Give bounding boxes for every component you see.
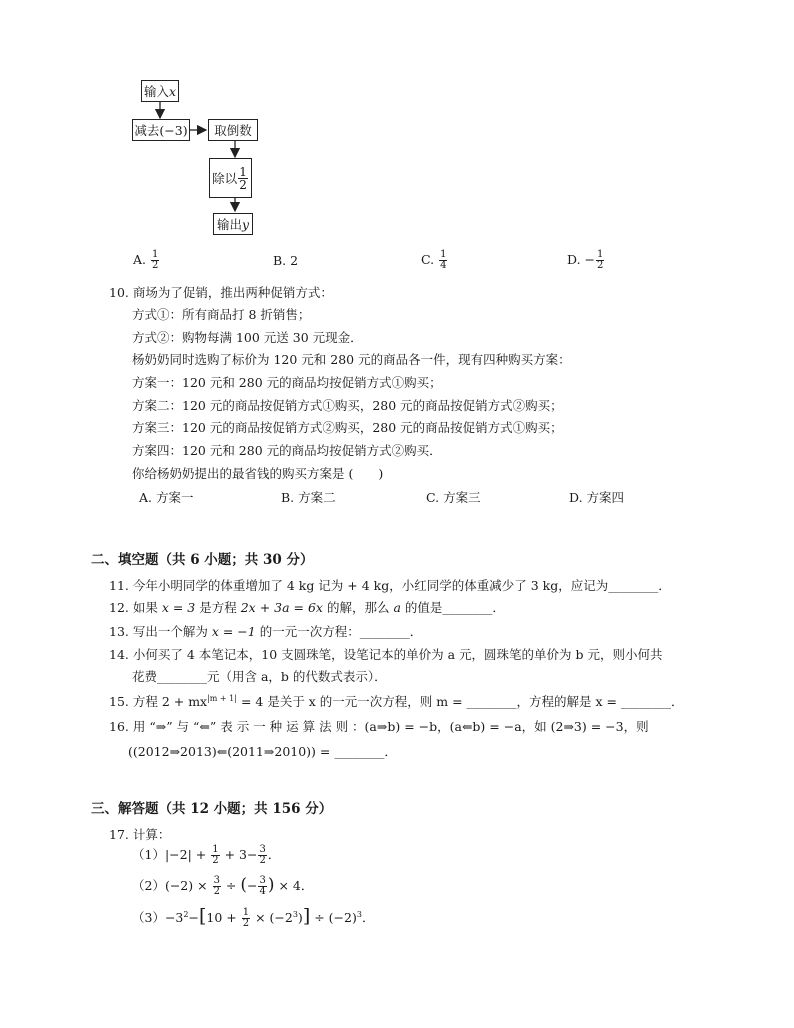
- q17-stem: 17. 计算：: [109, 827, 171, 842]
- q12: 12. 如果 x = 3 是方程 2x + 3a = 6x 的解，那么 a 的值是________．: [109, 600, 505, 615]
- q15: 15. 方程 $2 + mx^{|m + 1|} = 4$ 是关于 x 的一元一次方程，则 m = ________，方程的解是 x = ________．: [109, 693, 684, 709]
- q14-line2: 花费________元（用含 a，b 的代数式表示）．: [132, 669, 387, 684]
- flowchart-reciprocal-text: 取倒数: [214, 123, 252, 138]
- section3-title: 三、解答题（共 12 小题；共 156 分）: [91, 801, 333, 817]
- q9-option-a-fraction: $\frac{1}{2}$: [152, 249, 159, 271]
- flowchart-reciprocal-box: [208, 119, 258, 141]
- flowchart-input-text: 输入: [143, 84, 169, 99]
- q10-option-b: B. 方案二: [281, 490, 336, 505]
- q17-part3: $(3)-3^2-[10$ + $\frac{1}{2}$ × $(-2^3)] \div (-2)^3$．: [132, 905, 375, 929]
- flowchart-output-box: [213, 213, 253, 235]
- q10-intro: 杨奶奶同时选购了标价为 120 元和 280 元的商品各一件，现有四种购买方案：: [132, 352, 571, 367]
- q16-line2: ((2012⇒2013)⇐(2011⇒2010)) = ________．: [128, 744, 397, 759]
- q10-option-a: A. 方案一: [139, 490, 194, 505]
- q10-ask: 你给杨奶奶提出的最省钱的购买方案是 ( ): [132, 466, 384, 481]
- q14-line1: 14. 小何买了 4 本笔记本，10 支圆珠笔，设笔记本的单价为 a 元，圆珠笔的单价为 b 元，则小何共: [109, 647, 663, 662]
- q10-stem: 10. 商场为了促销，推出两种促销方式：: [109, 285, 333, 300]
- q9-option-c: C. $\frac{1}{4}$: [421, 249, 447, 271]
- flowchart-output-text: 输出: [216, 217, 242, 232]
- q10-option-c: C. 方案三: [426, 490, 481, 505]
- flowchart-divide-text: 除以: [212, 171, 238, 186]
- q10-way1: 方式①：所有商品打 8 折销售；: [132, 307, 311, 322]
- q17-part1: （1）|−2| + $\frac{1}{2}$ + 3− $\frac{3}{2}$ ．: [132, 844, 281, 866]
- q13: 13. 写出一个解为 x = −1 的一元一次方程：________．: [109, 624, 423, 639]
- q11: 11. 今年小明同学的体重增加了 4 kg 记为 + 4 kg，小红同学的体重减少了 3 kg，应记为________．: [109, 578, 671, 593]
- flowchart-input-var: x: [168, 83, 177, 99]
- q10-plan1: 方案一：120 元和 280 元的商品均按促销方式①购买；: [132, 375, 442, 390]
- flowchart-subtract-box: [132, 119, 190, 141]
- q10-plan3: 方案三：120 元的商品按促销方式②购买，280 元的商品按促销方式①购买；: [132, 420, 563, 435]
- q10-option-d: D. 方案四: [569, 490, 625, 505]
- flowchart-input-box: [141, 80, 179, 102]
- q9-option-b: B. 2: [273, 253, 299, 268]
- q17-part2: （2）(−2) × $\frac{3}{2}$ ÷ (− $\frac{3}{4}$ ) × 4．: [132, 875, 314, 897]
- flowchart-arrows: [0, 0, 794, 240]
- q9-option-c-fraction: $\frac{1}{4}$: [440, 249, 447, 271]
- flowchart-divide-box: [209, 158, 252, 198]
- flowchart-divide-fraction: $\frac{1}{2}$: [239, 164, 247, 192]
- flowchart-output-var: y: [241, 216, 250, 232]
- q9-option-d-fraction: $\frac{1}{2}$: [597, 249, 604, 271]
- q9-option-a: A. $\frac{1}{2}$: [133, 249, 159, 271]
- q10-plan2: 方案二：120 元的商品按促销方式①购买，280 元的商品按促销方式②购买；: [132, 398, 563, 413]
- section2-title: 二、填空题（共 6 小题；共 30 分）: [91, 552, 314, 568]
- q10-way2: 方式②：购物每满 100 元送 30 元现金．: [132, 330, 363, 345]
- q16-line1: 16. 用 “⇒” 与 “⇐” 表 示 一 种 运 算 法 则 ：(a⇒b) = −b，(a⇐b) = −a，如 (2⇒3) = −3，则: [109, 719, 649, 734]
- flowchart-subtract-text: 减去(−3): [134, 123, 188, 138]
- q10-plan4: 方案四：120 元和 280 元的商品均按促销方式②购买．: [132, 443, 442, 458]
- q9-option-d: D. − $\frac{1}{2}$: [567, 249, 604, 271]
